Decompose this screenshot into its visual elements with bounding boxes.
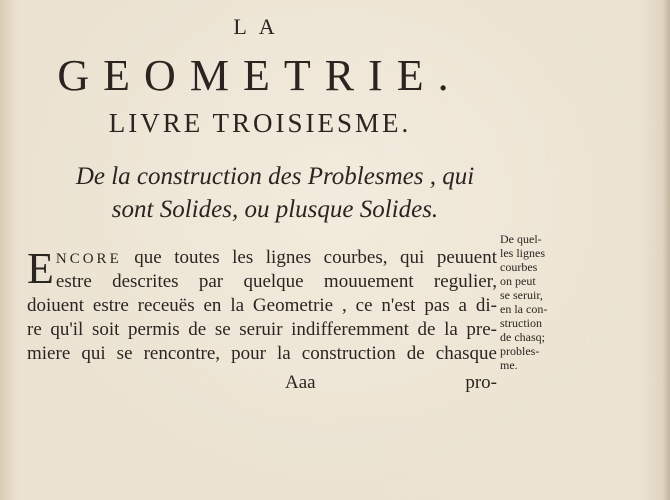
margin-note-line: De quel-	[500, 232, 542, 246]
body-line-3: doiuent estre receuës en la Geometrie , ce n'est pas a di-	[27, 295, 497, 316]
first-word-smallcaps: NCORE	[55, 251, 122, 267]
margin-note-line: courbes	[500, 260, 538, 274]
drop-cap: E	[27, 244, 54, 293]
body-paragraph	[27, 246, 497, 366]
book-subtitle: LIVRE TROISIESME.	[108, 108, 412, 138]
margin-note-line: me.	[500, 358, 518, 372]
margin-note-line: les lignes	[500, 246, 545, 260]
body-line-4: re qu'il soit permis de se seruir indifferemment de la pre-	[27, 319, 497, 340]
margin-note-line: probles-	[500, 344, 540, 358]
body-line-1	[27, 246, 497, 270]
book-title: GEOMETRIE.	[57, 51, 463, 100]
margin-note-line: se seruir,	[500, 288, 543, 302]
body-line-5: miere qui se rencontre, pour la construction de chasque	[27, 343, 497, 364]
signature-mark: Aaa	[285, 372, 316, 393]
margin-note-line: on peut	[500, 274, 536, 288]
catchword: pro-	[465, 372, 497, 393]
section-heading	[20, 160, 530, 226]
margin-note-line: en la con-	[500, 302, 548, 316]
margin-note-line: de chasq;	[500, 330, 545, 344]
body-line-1-text: que toutes les lignes courbes, qui peuuent	[121, 247, 497, 268]
body-line-2: estre descrites par quelque mouuement regulier,	[55, 271, 497, 292]
section-heading-line-2: sont Solides, ou plusque Solides.	[111, 196, 439, 223]
margin-note	[500, 232, 566, 372]
page-edge-shadow	[662, 0, 670, 500]
section-heading-line-1: De la construction des Problesmes , qui	[75, 163, 475, 190]
running-title: LA	[233, 14, 287, 39]
margin-note-line: struction	[500, 316, 542, 330]
